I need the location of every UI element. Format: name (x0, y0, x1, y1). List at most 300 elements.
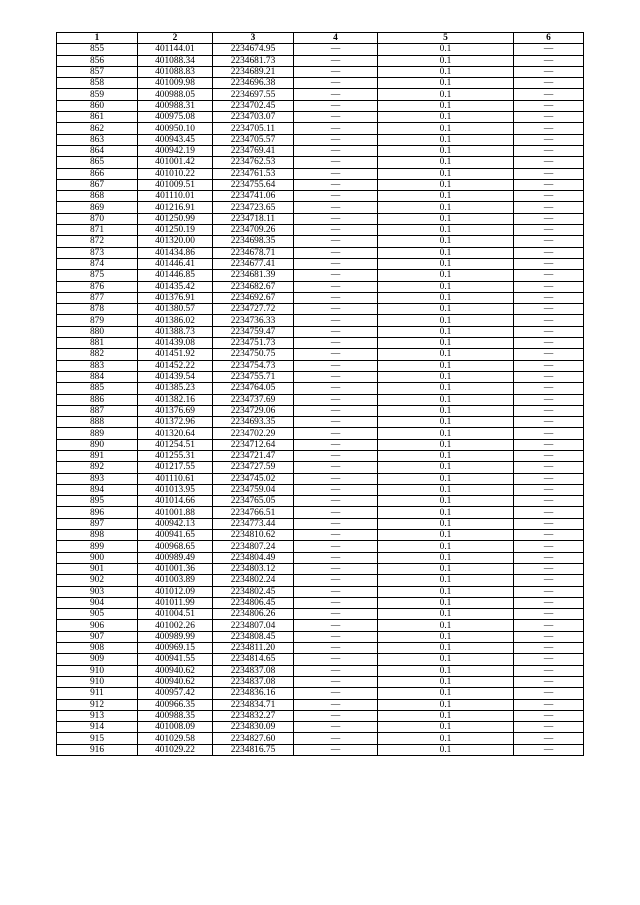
table-row (57, 563, 584, 574)
y-coordinate-cell: 2234745.02 (213, 473, 294, 484)
column-4-cell: — (294, 112, 378, 123)
column-4-cell: — (294, 507, 378, 518)
column-4-cell: — (294, 450, 378, 461)
column-6-cell: — (514, 541, 584, 552)
header-col-1: 1 (57, 33, 138, 44)
x-coordinate-cell: 400989.49 (138, 552, 213, 563)
point-number-cell: 855 (57, 44, 138, 55)
table-row (57, 676, 584, 687)
point-number-cell: 881 (57, 338, 138, 349)
column-6-cell: — (514, 575, 584, 586)
x-coordinate-cell: 400968.65 (138, 541, 213, 552)
header-col-5: 5 (378, 33, 514, 44)
point-number-cell: 861 (57, 112, 138, 123)
point-number-cell: 870 (57, 213, 138, 224)
column-5-cell: 0.1 (378, 44, 514, 55)
table-row (57, 326, 584, 337)
column-5-cell: 0.1 (378, 428, 514, 439)
column-6-cell: — (514, 733, 584, 744)
point-number-cell: 882 (57, 349, 138, 360)
point-number-cell: 887 (57, 405, 138, 416)
column-5-cell: 0.1 (378, 225, 514, 236)
column-4-cell: — (294, 213, 378, 224)
point-number-cell: 910 (57, 665, 138, 676)
y-coordinate-cell: 2234807.24 (213, 541, 294, 552)
column-6-cell: — (514, 123, 584, 134)
column-6-cell: — (514, 563, 584, 574)
y-coordinate-cell: 2234712.64 (213, 439, 294, 450)
column-5-cell: 0.1 (378, 507, 514, 518)
column-5-cell: 0.1 (378, 518, 514, 529)
table-row (57, 473, 584, 484)
column-5-cell: 0.1 (378, 563, 514, 574)
column-5-cell: 0.1 (378, 654, 514, 665)
point-number-cell: 864 (57, 145, 138, 156)
column-4-cell: — (294, 643, 378, 654)
column-5-cell: 0.1 (378, 134, 514, 145)
y-coordinate-cell: 2234836.16 (213, 688, 294, 699)
x-coordinate-cell: 400966.35 (138, 699, 213, 710)
column-6-cell: — (514, 643, 584, 654)
point-number-cell: 899 (57, 541, 138, 552)
y-coordinate-cell: 2234773.44 (213, 518, 294, 529)
column-6-cell: — (514, 507, 584, 518)
column-5-cell: 0.1 (378, 191, 514, 202)
x-coordinate-cell: 401216.91 (138, 202, 213, 213)
column-4-cell: — (294, 518, 378, 529)
column-6-cell: — (514, 100, 584, 111)
column-6-cell: — (514, 405, 584, 416)
column-5-cell: 0.1 (378, 258, 514, 269)
column-4-cell: — (294, 157, 378, 168)
column-5-cell: 0.1 (378, 597, 514, 608)
column-4-cell: — (294, 134, 378, 145)
table-row (57, 575, 584, 586)
y-coordinate-cell: 2234759.04 (213, 484, 294, 495)
column-5-cell: 0.1 (378, 89, 514, 100)
column-5-cell: 0.1 (378, 281, 514, 292)
table-row (57, 654, 584, 665)
x-coordinate-cell: 401435.42 (138, 281, 213, 292)
column-5-cell: 0.1 (378, 270, 514, 281)
table-row (57, 371, 584, 382)
header-col-2: 2 (138, 33, 213, 44)
column-5-cell: 0.1 (378, 530, 514, 541)
column-4-cell: — (294, 563, 378, 574)
x-coordinate-cell: 401446.41 (138, 258, 213, 269)
table-row (57, 552, 584, 563)
x-coordinate-cell: 400941.65 (138, 530, 213, 541)
point-number-cell: 886 (57, 394, 138, 405)
y-coordinate-cell: 2234723.65 (213, 202, 294, 213)
column-6-cell: — (514, 191, 584, 202)
table-row (57, 518, 584, 529)
point-number-cell: 893 (57, 473, 138, 484)
column-6-cell: — (514, 55, 584, 66)
table-row (57, 66, 584, 77)
table-row (57, 134, 584, 145)
point-number-cell: 872 (57, 236, 138, 247)
x-coordinate-cell: 401009.51 (138, 179, 213, 190)
column-5-cell: 0.1 (378, 552, 514, 563)
column-6-cell: — (514, 620, 584, 631)
column-5-cell: 0.1 (378, 541, 514, 552)
x-coordinate-cell: 401008.09 (138, 722, 213, 733)
x-coordinate-cell: 401029.58 (138, 733, 213, 744)
column-4-cell: — (294, 654, 378, 665)
table-row (57, 202, 584, 213)
x-coordinate-cell: 401088.34 (138, 55, 213, 66)
y-coordinate-cell: 2234702.45 (213, 100, 294, 111)
header-row (57, 33, 584, 44)
y-coordinate-cell: 2234689.21 (213, 66, 294, 77)
x-coordinate-cell: 400943.45 (138, 134, 213, 145)
point-number-cell: 867 (57, 179, 138, 190)
table-row (57, 44, 584, 55)
y-coordinate-cell: 2234830.09 (213, 722, 294, 733)
table-row (57, 349, 584, 360)
table-row (57, 744, 584, 755)
column-4-cell: — (294, 417, 378, 428)
x-coordinate-cell: 401110.61 (138, 473, 213, 484)
point-number-cell: 904 (57, 597, 138, 608)
point-number-cell: 871 (57, 225, 138, 236)
column-6-cell: — (514, 270, 584, 281)
x-coordinate-cell: 401255.31 (138, 450, 213, 461)
y-coordinate-cell: 2234751.73 (213, 338, 294, 349)
x-coordinate-cell: 401320.64 (138, 428, 213, 439)
table-row (57, 733, 584, 744)
x-coordinate-cell: 401439.54 (138, 371, 213, 382)
column-5-cell: 0.1 (378, 631, 514, 642)
column-5-cell: 0.1 (378, 450, 514, 461)
column-4-cell: — (294, 699, 378, 710)
point-number-cell: 895 (57, 496, 138, 507)
y-coordinate-cell: 2234827.60 (213, 733, 294, 744)
y-coordinate-cell: 2234816.75 (213, 744, 294, 755)
column-6-cell: — (514, 213, 584, 224)
y-coordinate-cell: 2234814.65 (213, 654, 294, 665)
column-5-cell: 0.1 (378, 123, 514, 134)
column-6-cell: — (514, 258, 584, 269)
column-5-cell: 0.1 (378, 643, 514, 654)
column-4-cell: — (294, 428, 378, 439)
column-4-cell: — (294, 225, 378, 236)
table-row (57, 123, 584, 134)
column-4-cell: — (294, 530, 378, 541)
column-5-cell: 0.1 (378, 665, 514, 676)
point-number-cell: 860 (57, 100, 138, 111)
y-coordinate-cell: 2234692.67 (213, 292, 294, 303)
header-col-6: 6 (514, 33, 584, 44)
point-number-cell: 858 (57, 78, 138, 89)
x-coordinate-cell: 400941.55 (138, 654, 213, 665)
point-number-cell: 915 (57, 733, 138, 744)
y-coordinate-cell: 2234741.06 (213, 191, 294, 202)
column-5-cell: 0.1 (378, 349, 514, 360)
column-4-cell: — (294, 405, 378, 416)
table-row (57, 145, 584, 156)
x-coordinate-cell: 400957.42 (138, 688, 213, 699)
x-coordinate-cell: 400940.62 (138, 676, 213, 687)
x-coordinate-cell: 401320.00 (138, 236, 213, 247)
point-number-cell: 912 (57, 699, 138, 710)
y-coordinate-cell: 2234696.38 (213, 78, 294, 89)
table-row (57, 541, 584, 552)
point-number-cell: 877 (57, 292, 138, 303)
point-number-cell: 905 (57, 609, 138, 620)
y-coordinate-cell: 2234811.20 (213, 643, 294, 654)
column-4-cell: — (294, 360, 378, 371)
x-coordinate-cell: 401011.99 (138, 597, 213, 608)
column-6-cell: — (514, 338, 584, 349)
y-coordinate-cell: 2234729.06 (213, 405, 294, 416)
table-row (57, 112, 584, 123)
x-coordinate-cell: 401452.22 (138, 360, 213, 371)
point-number-cell: 879 (57, 315, 138, 326)
y-coordinate-cell: 2234709.26 (213, 225, 294, 236)
point-number-cell: 889 (57, 428, 138, 439)
column-4-cell: — (294, 349, 378, 360)
column-4-cell: — (294, 191, 378, 202)
x-coordinate-cell: 401388.73 (138, 326, 213, 337)
column-6-cell: — (514, 428, 584, 439)
point-number-cell: 910 (57, 676, 138, 687)
point-number-cell: 908 (57, 643, 138, 654)
header-col-4: 4 (294, 33, 378, 44)
table-row (57, 168, 584, 179)
column-4-cell: — (294, 89, 378, 100)
column-5-cell: 0.1 (378, 292, 514, 303)
column-5-cell: 0.1 (378, 484, 514, 495)
table-row (57, 620, 584, 631)
y-coordinate-cell: 2234802.45 (213, 586, 294, 597)
y-coordinate-cell: 2234678.71 (213, 247, 294, 258)
column-4-cell: — (294, 722, 378, 733)
table-row (57, 597, 584, 608)
column-6-cell: — (514, 552, 584, 563)
column-5-cell: 0.1 (378, 473, 514, 484)
x-coordinate-cell: 401004.51 (138, 609, 213, 620)
column-5-cell: 0.1 (378, 688, 514, 699)
y-coordinate-cell: 2234674.95 (213, 44, 294, 55)
column-4-cell: — (294, 383, 378, 394)
table-row (57, 665, 584, 676)
column-4-cell: — (294, 586, 378, 597)
column-5-cell: 0.1 (378, 496, 514, 507)
column-4-cell: — (294, 631, 378, 642)
x-coordinate-cell: 401434.86 (138, 247, 213, 258)
y-coordinate-cell: 2234698.35 (213, 236, 294, 247)
point-number-cell: 891 (57, 450, 138, 461)
column-5-cell: 0.1 (378, 733, 514, 744)
y-coordinate-cell: 2234806.45 (213, 597, 294, 608)
column-5-cell: 0.1 (378, 236, 514, 247)
column-6-cell: — (514, 417, 584, 428)
x-coordinate-cell: 400940.62 (138, 665, 213, 676)
table-row (57, 710, 584, 721)
y-coordinate-cell: 2234682.67 (213, 281, 294, 292)
column-6-cell: — (514, 304, 584, 315)
column-6-cell: — (514, 699, 584, 710)
point-number-cell: 862 (57, 123, 138, 134)
y-coordinate-cell: 2234806.26 (213, 609, 294, 620)
column-5-cell: 0.1 (378, 315, 514, 326)
y-coordinate-cell: 2234837.08 (213, 665, 294, 676)
y-coordinate-cell: 2234810.62 (213, 530, 294, 541)
table-row (57, 417, 584, 428)
column-5-cell: 0.1 (378, 55, 514, 66)
column-4-cell: — (294, 44, 378, 55)
table-row (57, 383, 584, 394)
point-number-cell: 873 (57, 247, 138, 258)
x-coordinate-cell: 401385.23 (138, 383, 213, 394)
point-number-cell: 880 (57, 326, 138, 337)
column-6-cell: — (514, 722, 584, 733)
column-4-cell: — (294, 484, 378, 495)
column-4-cell: — (294, 676, 378, 687)
table-row (57, 338, 584, 349)
column-5-cell: 0.1 (378, 247, 514, 258)
x-coordinate-cell: 401144.01 (138, 44, 213, 55)
x-coordinate-cell: 400975.08 (138, 112, 213, 123)
point-number-cell: 901 (57, 563, 138, 574)
y-coordinate-cell: 2234727.59 (213, 462, 294, 473)
x-coordinate-cell: 401376.91 (138, 292, 213, 303)
table-header (57, 33, 584, 44)
column-5-cell: 0.1 (378, 66, 514, 77)
table-row (57, 236, 584, 247)
y-coordinate-cell: 2234834.71 (213, 699, 294, 710)
x-coordinate-cell: 401088.83 (138, 66, 213, 77)
point-number-cell: 902 (57, 575, 138, 586)
x-coordinate-cell: 401376.69 (138, 405, 213, 416)
y-coordinate-cell: 2234681.73 (213, 55, 294, 66)
x-coordinate-cell: 401009.98 (138, 78, 213, 89)
column-6-cell: — (514, 462, 584, 473)
column-6-cell: — (514, 145, 584, 156)
point-number-cell: 878 (57, 304, 138, 315)
point-number-cell: 894 (57, 484, 138, 495)
point-number-cell: 884 (57, 371, 138, 382)
column-4-cell: — (294, 78, 378, 89)
y-coordinate-cell: 2234755.64 (213, 179, 294, 190)
table-row (57, 191, 584, 202)
point-number-cell: 865 (57, 157, 138, 168)
table-row (57, 609, 584, 620)
table-row (57, 258, 584, 269)
table-row (57, 360, 584, 371)
point-number-cell: 869 (57, 202, 138, 213)
column-4-cell: — (294, 315, 378, 326)
table-row (57, 450, 584, 461)
column-4-cell: — (294, 281, 378, 292)
column-4-cell: — (294, 270, 378, 281)
point-number-cell: 907 (57, 631, 138, 642)
table-row (57, 507, 584, 518)
table-row (57, 157, 584, 168)
column-6-cell: — (514, 44, 584, 55)
x-coordinate-cell: 400988.31 (138, 100, 213, 111)
x-coordinate-cell: 400942.19 (138, 145, 213, 156)
x-coordinate-cell: 401250.19 (138, 225, 213, 236)
column-5-cell: 0.1 (378, 78, 514, 89)
y-coordinate-cell: 2234769.41 (213, 145, 294, 156)
table-row (57, 722, 584, 733)
y-coordinate-cell: 2234762.53 (213, 157, 294, 168)
x-coordinate-cell: 401002.26 (138, 620, 213, 631)
x-coordinate-cell: 401003.89 (138, 575, 213, 586)
coordinates-table (56, 32, 584, 756)
column-6-cell: — (514, 326, 584, 337)
x-coordinate-cell: 401012.09 (138, 586, 213, 597)
column-5-cell: 0.1 (378, 710, 514, 721)
column-6-cell: — (514, 383, 584, 394)
table-row (57, 315, 584, 326)
x-coordinate-cell: 401382.16 (138, 394, 213, 405)
table-row (57, 394, 584, 405)
y-coordinate-cell: 2234693.35 (213, 417, 294, 428)
column-4-cell: — (294, 710, 378, 721)
point-number-cell: 875 (57, 270, 138, 281)
column-6-cell: — (514, 168, 584, 179)
column-6-cell: — (514, 496, 584, 507)
column-4-cell: — (294, 744, 378, 755)
table-row (57, 281, 584, 292)
y-coordinate-cell: 2234718.11 (213, 213, 294, 224)
column-5-cell: 0.1 (378, 620, 514, 631)
table-row (57, 586, 584, 597)
column-4-cell: — (294, 609, 378, 620)
column-4-cell: — (294, 236, 378, 247)
column-4-cell: — (294, 326, 378, 337)
column-6-cell: — (514, 586, 584, 597)
column-6-cell: — (514, 134, 584, 145)
point-number-cell: 866 (57, 168, 138, 179)
column-4-cell: — (294, 100, 378, 111)
column-6-cell: — (514, 665, 584, 676)
x-coordinate-cell: 401001.88 (138, 507, 213, 518)
column-6-cell: — (514, 450, 584, 461)
y-coordinate-cell: 2234703.07 (213, 112, 294, 123)
table-row (57, 462, 584, 473)
table-row (57, 405, 584, 416)
table-row (57, 100, 584, 111)
point-number-cell: 906 (57, 620, 138, 631)
column-4-cell: — (294, 575, 378, 586)
table-row (57, 631, 584, 642)
table-row (57, 78, 584, 89)
column-5-cell: 0.1 (378, 202, 514, 213)
column-5-cell: 0.1 (378, 326, 514, 337)
column-4-cell: — (294, 304, 378, 315)
column-5-cell: 0.1 (378, 100, 514, 111)
x-coordinate-cell: 400988.05 (138, 89, 213, 100)
x-coordinate-cell: 401217.55 (138, 462, 213, 473)
y-coordinate-cell: 2234802.24 (213, 575, 294, 586)
table-body (57, 44, 584, 756)
column-5-cell: 0.1 (378, 439, 514, 450)
x-coordinate-cell: 401451.92 (138, 349, 213, 360)
column-4-cell: — (294, 439, 378, 450)
y-coordinate-cell: 2234755.71 (213, 371, 294, 382)
table-row (57, 225, 584, 236)
column-4-cell: — (294, 145, 378, 156)
column-6-cell: — (514, 202, 584, 213)
column-6-cell: — (514, 89, 584, 100)
x-coordinate-cell: 400988.35 (138, 710, 213, 721)
column-6-cell: — (514, 78, 584, 89)
